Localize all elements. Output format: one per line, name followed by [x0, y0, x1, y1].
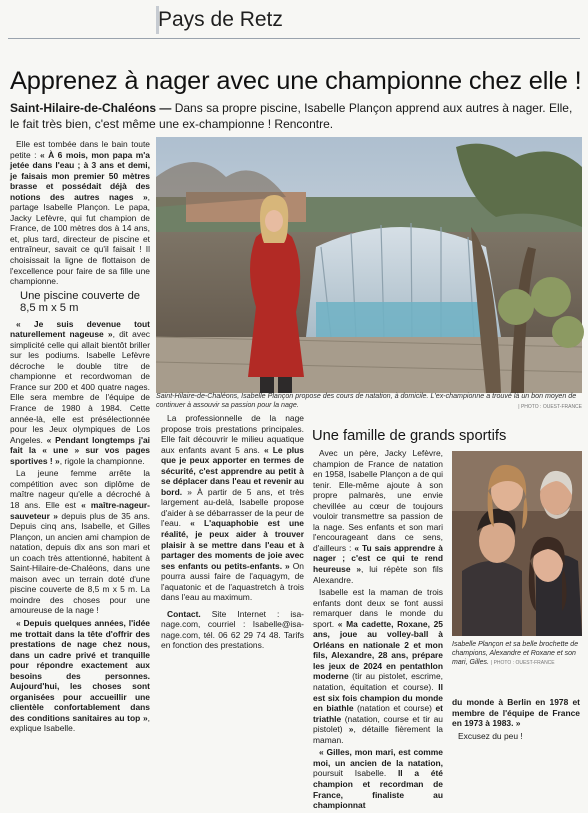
photo-illustration: [452, 451, 582, 636]
quote: « Je suis devenue tout naturellement nageuse »: [10, 318, 150, 340]
quote: « maître-nageur-sauveteur »: [10, 499, 150, 521]
text: » À partir de 5 ans, et très largement au-delà, Isabelle propose d'aider à se débarrasser de la peur de l'eau.: [161, 486, 304, 529]
quote: « Depuis quelques années, l'idée me trottait dans la tête d'offrir des prestations de nage chez nous, dans un cadre privé et tranquille pour répondre exactement aux besoins des personnes. Aujourd'hui, les choses sont organisées pour accueillir une clientèle confortablement dans des conditions sanitaires au top »: [10, 617, 150, 723]
subheading: Une piscine couverte de 8,5 m x 5 m: [20, 289, 141, 315]
text: , explique Isabelle.: [10, 712, 150, 734]
quote: « Ma cadette, Roxane, 25 ans, joue au volley-ball à Orléans en nationale 2 et mon fils, Alexandre, 28 ans, prépare les jeux de 2024 en pentathlon moderne: [313, 618, 443, 682]
photo-illustration: [156, 137, 582, 393]
contact-text: Site Internet : isa-nage.com, courriel : Isabelle@isa-nage.com, tél. 06 62 29 74 48. Tarifs en fonction des prestations.: [161, 608, 304, 651]
quote: « L'aquaphobie est une réalité, je peux aider à trouver plaisir à se mettre dans l'eau et à partager des moments de joie avec ses enfants ou petits-enfants. »: [161, 518, 304, 571]
article-column-1: [10, 139, 150, 736]
quote: Il a été champion et recordman de France, finaliste au championnat: [313, 768, 443, 811]
text: , dit avec simplicité celle qui allait bientôt briller sur les podiums. Isabelle Lefèvre décroche le double titre de championne et recordwoman de France sur 200 et 400 quatre nages. Elle sera membre de l'équipe de France de 1980 à 1984. Cette année-là, elle est présélectionnée pour les Jeux olympiques de Los Angeles.: [10, 329, 150, 445]
paragraph: [10, 468, 150, 616]
text: Elle est tombée dans le bain toute petite :: [10, 139, 150, 160]
paragraph: [313, 587, 443, 745]
dateline: Saint-Hilaire-de-Chaléons —: [10, 101, 172, 115]
quote: « Gilles, mon mari, est comme moi, un ancien de la natation,: [313, 747, 443, 768]
photo-credit: | PHOTO : OUEST-FRANCE: [490, 660, 555, 666]
paragraph: [161, 413, 304, 603]
text: Isabelle est la maman de trois enfants dont deux se font aussi remarquer dans le monde du sport.: [313, 587, 443, 629]
article-column-4: [452, 697, 580, 743]
section-title: Pays de Retz: [158, 8, 283, 31]
text: On pourra aussi faire de l'aquagym, de l'aquatonic et de l'aquastretch à trois dans l'eau au maximum.: [161, 560, 304, 603]
photo-isabelle-pool: [156, 137, 582, 393]
paragraph: [313, 747, 443, 810]
text: (natation, course et tir au pistolet): [313, 713, 443, 735]
article-column-2: [161, 413, 304, 653]
photo-credit: | PHOTO : OUEST-FRANCE: [518, 404, 582, 410]
paragraph: [10, 618, 150, 734]
text: La jeune femme arrête la compétition avec son diplôme de maître nageur qu'elle a décroché à 18 ans. Elle est: [10, 468, 150, 510]
quote: Il est six fois champion du monde en biathle: [313, 682, 443, 714]
photo-family: [452, 451, 582, 636]
paragraph: [10, 319, 150, 467]
text: , partage Isabelle Plançon. Le papa, Jacky Lefèvre, qui fut champion de France, de 100 mètres dos à 14 ans, et, plus tard, directeur de piscine et entraîneur, savait ce qu'il faisait ! Il choisissait la ligne de flottaison de l'excellence pour faire de sa fille une championne.: [10, 191, 150, 287]
section-header: [0, 0, 588, 40]
paragraph: [452, 697, 580, 729]
article-headline: Apprenez à nager avec une championne chez elle !: [10, 67, 582, 95]
header-rule: [8, 38, 580, 39]
text: poursuit Isabelle.: [313, 768, 398, 779]
article-lead: [10, 101, 582, 132]
quote: et triathle: [313, 703, 443, 724]
text: Avec un père, Jacky Lefèvre, champion de France de natation en 1958, Isabelle Plançon a de qui tenir. Elle-même ajoute à son propre palmarès, une envie chevillée au cœur de toujours vouloir transmettre sa passion de la nage. Ses enfants et son mari l'encourageant dans ce sens, d'ailleurs :: [313, 448, 443, 553]
text: La professionnelle de la nage propose trois prestations principales. Elle fait découvrir le milieu aquatique aux enfants avant 5 ans.: [161, 413, 304, 455]
paragraph: [10, 139, 150, 287]
text: , lui répète son fils Alexandre.: [313, 564, 443, 585]
text: (tir au pistolet, escrime, natation, équitation et course).: [313, 671, 443, 693]
contact-label: Contact.: [167, 608, 201, 619]
text: (natation et course): [353, 703, 436, 714]
contact-paragraph: [161, 609, 304, 651]
caption-text: Saint-Hilaire-de-Chaléons, Isabelle Plançon propose des cours de natation, à domicile. L'ex-championne a trouvé là un bon moyen de continuer à assouvir sa passion pour la nage.: [156, 392, 577, 409]
text: depuis plus de 35 ans. Depuis cinq ans, Isabelle, et Gilles Plançon, un ancien ami champion de natation, depuis dix ans son mari et un coach très attentionné, habitent à Saint-Hilaire-de-Chaléons, dans une maison avec un terrain doté d'une piscine couverte de 8,5 m x 5 m. La moindre des choses pour une amoureuse de la nage !: [10, 510, 150, 616]
quote: du monde à Berlin en 1978 et membre de l'équipe de France en 1973 à 1983. »: [452, 697, 580, 729]
lead-text: Dans sa propre piscine, Isabelle Plançon apprend aux autres à nager. Elle, le fait très bien, c'est même une ex-championne ! Rencontre.: [10, 101, 573, 131]
photo-family-caption: [452, 640, 582, 668]
text: , rigole la championne.: [59, 455, 145, 466]
quote: « Tu sais apprendre à nager ; c'est ce qui te rend heureuse »: [313, 542, 443, 575]
quote: « Le plus que je peux apporter en termes de sécurité, c'est apprendre au petit à se déplacer dans l'eau et revenir au bord.: [161, 444, 304, 497]
subsection-title: Une famille de grands sportifs: [312, 428, 507, 444]
quote: « À 6 mois, mon papa m'a jetée dans l'eau ; à 3 ans et demi, je faisais mon premier 50 mètres brasse et possédait déjà des notions des autres nages »: [10, 149, 150, 202]
paragraph: Excusez du peu !: [458, 730, 523, 741]
photo-caption: [156, 392, 582, 412]
text: , détaille fièrement la maman.: [313, 724, 443, 745]
quote: »: [348, 724, 354, 735]
paragraph: [313, 448, 443, 585]
caption-text: Isabelle Plançon et sa belle brochette de champions, Alexandre et Roxane et son mari, Gilles.: [452, 641, 579, 666]
article-column-3: [313, 448, 443, 813]
quote: « Pendant longtemps j'ai fait la « une » sur vos pages sportives ! »: [10, 434, 150, 466]
